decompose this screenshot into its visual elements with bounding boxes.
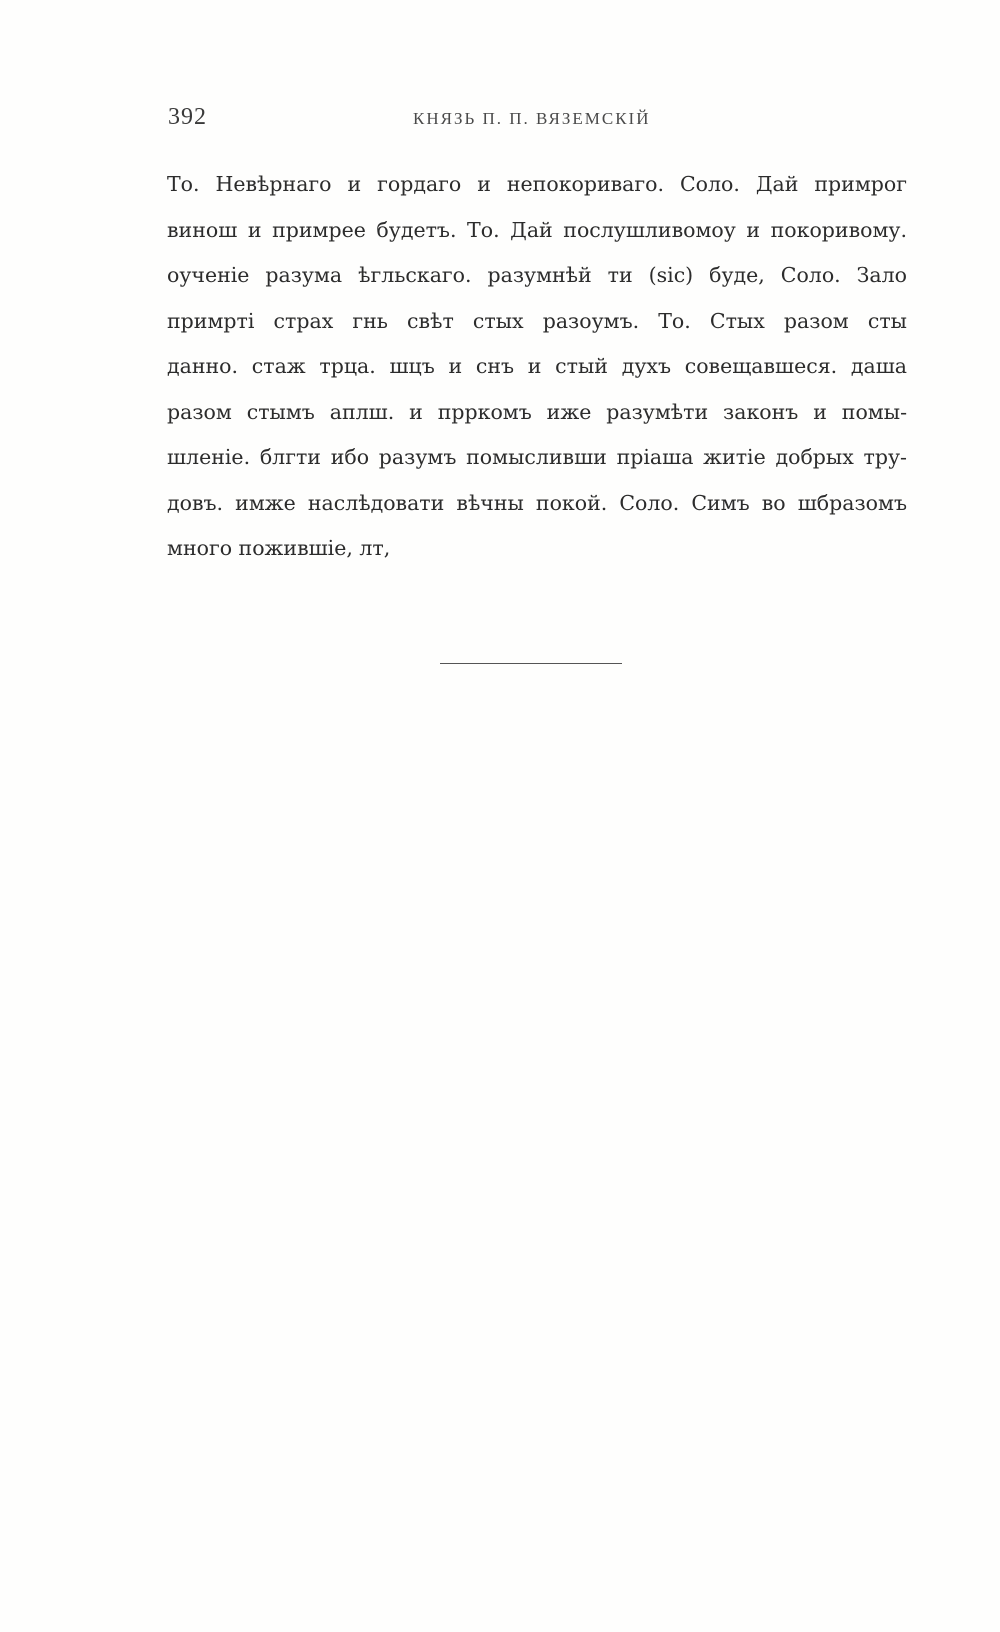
- old-slavonic-text-block: [167, 162, 907, 572]
- text-line: примрті страх гнь свѣт стых разоумъ. То. Стых разом сты: [167, 308, 907, 333]
- text-line: оученіе разума ѣгльскаго. разумнѣй ти (sic) буде, Соло. Зало: [167, 263, 907, 287]
- text-line-final: много пожившіе, лт,: [167, 536, 391, 560]
- text-line: винош и примрее будетъ. То. Дай послушливомоу и покоривому.: [167, 217, 907, 242]
- page-number: 392: [168, 104, 207, 130]
- text-line: довъ. имже наслѣдовати вѣчны покой. Соло. Симъ во шбразомъ: [167, 490, 907, 515]
- text-line: То. Невѣрнаго и гордаго и непокориваго. Соло. Дай примрог: [167, 172, 907, 196]
- running-head: [168, 104, 908, 134]
- text-line: шленіе. блгти ибо разумъ помысливши пріаша житіе добрых тру-: [167, 445, 907, 469]
- text-line: разом стымъ аплш. и прркомъ иже разумѣти законъ и помы-: [167, 399, 907, 424]
- text-line: данно. стаж трца. шцъ и снъ и стый духъ совещавшеся. даша: [167, 354, 907, 378]
- running-title: КНЯЗЬ П. П. ВЯЗЕМСКІЙ: [413, 109, 651, 128]
- section-divider: [440, 663, 622, 664]
